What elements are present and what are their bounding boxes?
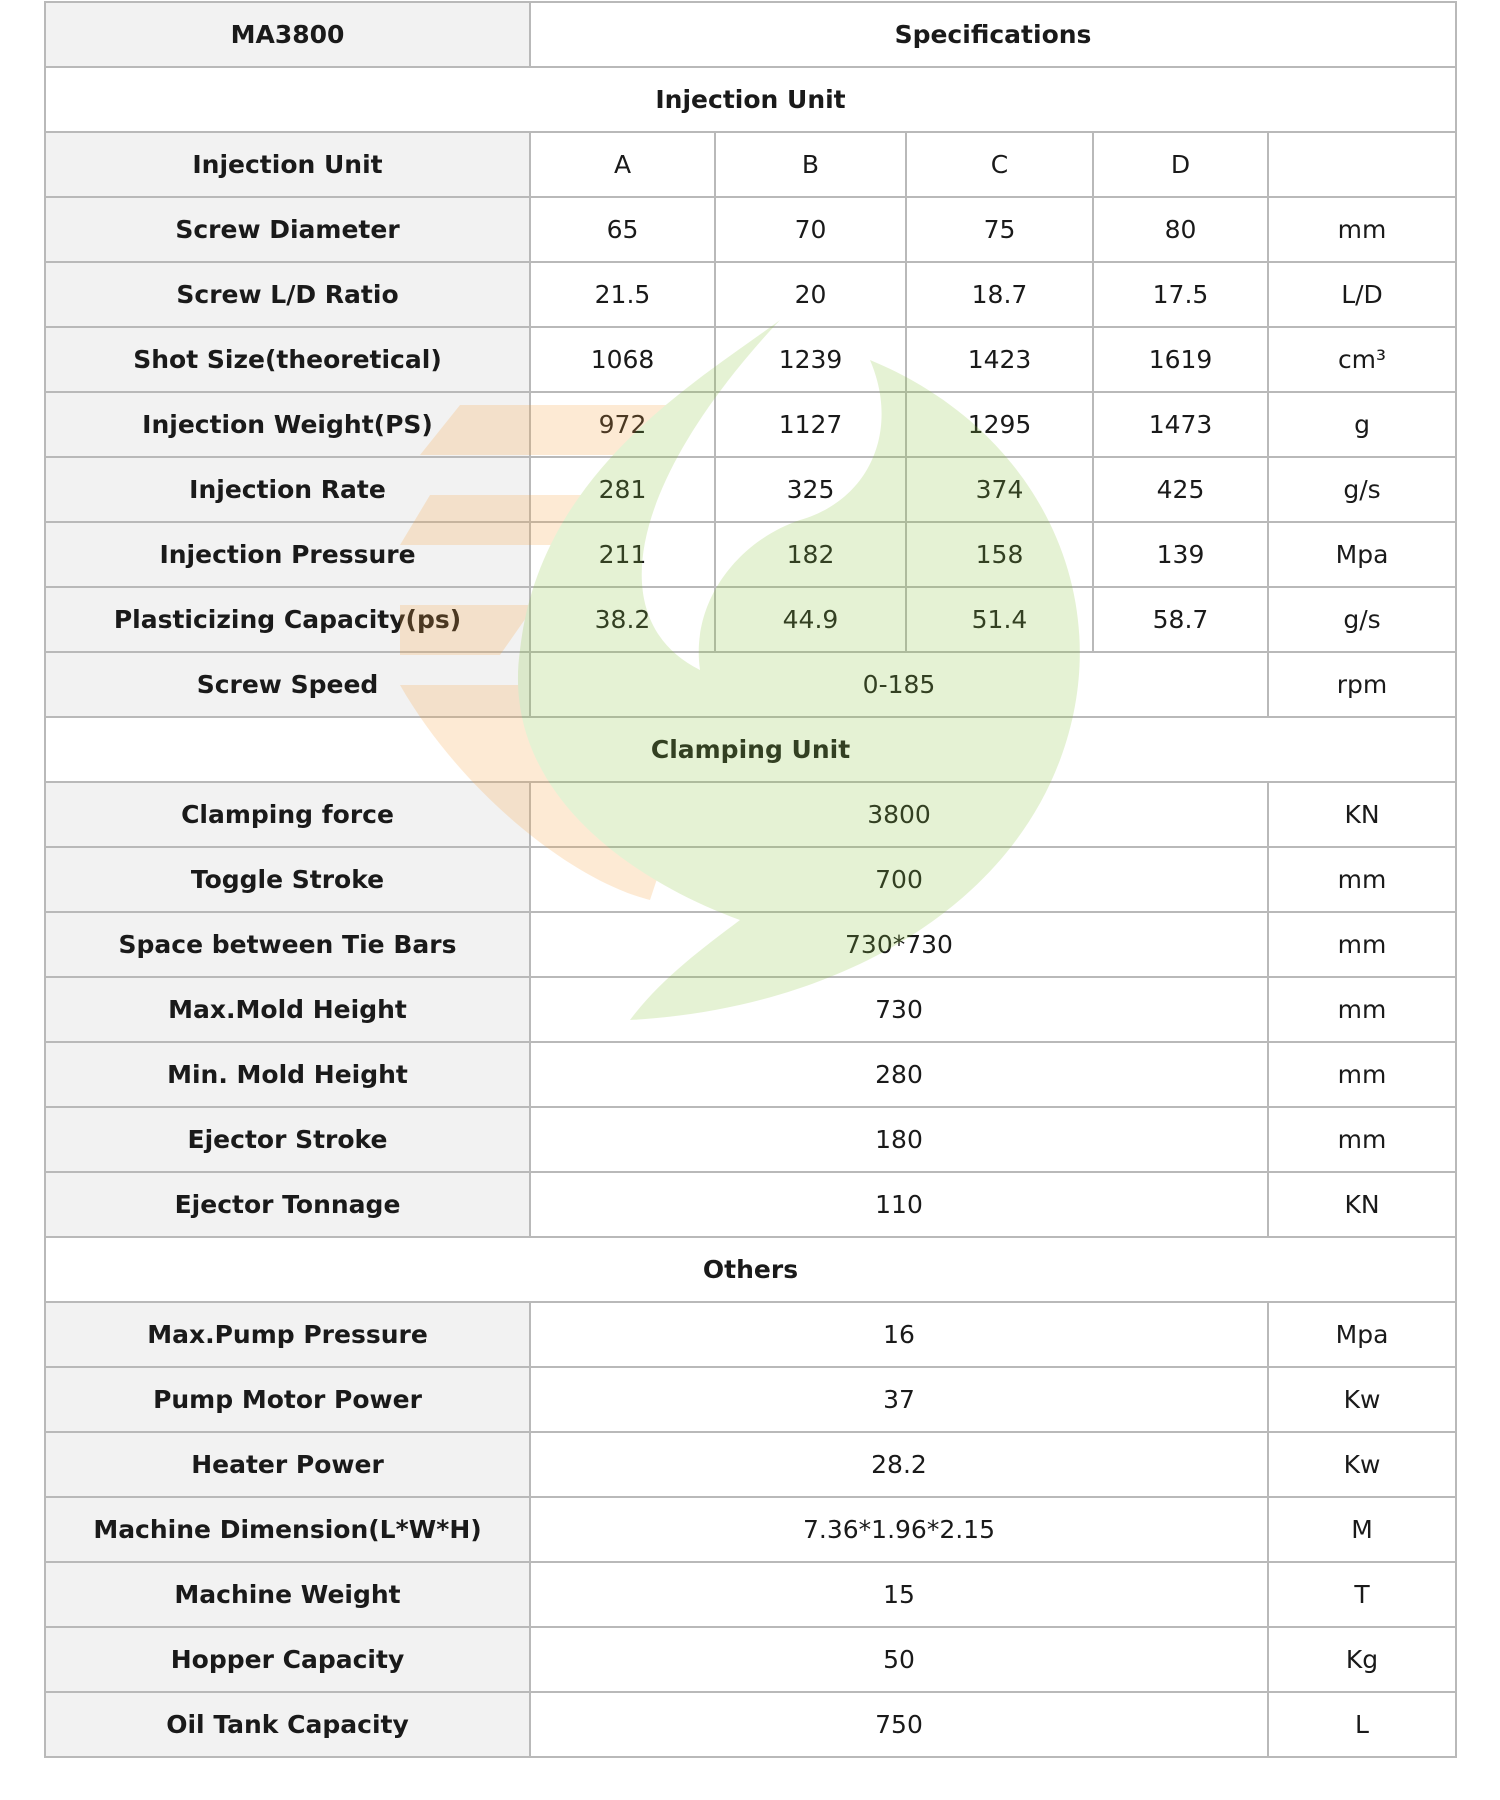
header-row (45, 2, 1456, 67)
unit-cell: Kw (1268, 1367, 1456, 1432)
unit-cell: mm (1268, 1107, 1456, 1172)
table-row (45, 652, 1456, 717)
value-cell: 1295 (906, 392, 1093, 457)
row-label: Space between Tie Bars (45, 912, 530, 977)
value-cell: 65 (530, 197, 715, 262)
row-label: Heater Power (45, 1432, 530, 1497)
row-label: Plasticizing Capacity(ps) (45, 587, 530, 652)
table-row (45, 1367, 1456, 1432)
row-label: Hopper Capacity (45, 1627, 530, 1692)
value-cell: 58.7 (1093, 587, 1268, 652)
value-cell: 972 (530, 392, 715, 457)
unit-cell: rpm (1268, 652, 1456, 717)
unit-cell: mm (1268, 977, 1456, 1042)
value-cell: 17.5 (1093, 262, 1268, 327)
unit-cell: cm³ (1268, 327, 1456, 392)
value-cell: 20 (715, 262, 906, 327)
value-cell: 16 (530, 1302, 1268, 1367)
row-label: Injection Weight(PS) (45, 392, 530, 457)
value-cell: 139 (1093, 522, 1268, 587)
table-row (45, 847, 1456, 912)
unit-cell: T (1268, 1562, 1456, 1627)
value-cell: 37 (530, 1367, 1268, 1432)
value-cell: 110 (530, 1172, 1268, 1237)
unit-cell: Kg (1268, 1627, 1456, 1692)
value-cell: 7.36*1.96*2.15 (530, 1497, 1268, 1562)
table-row (45, 327, 1456, 392)
section-title-clamping: Clamping Unit (45, 717, 1456, 782)
row-label: Injection Unit (45, 132, 530, 197)
value-cell: 15 (530, 1562, 1268, 1627)
value-cell: 1127 (715, 392, 906, 457)
value-cell: 0-185 (530, 652, 1268, 717)
table-row (45, 1497, 1456, 1562)
table-row (45, 912, 1456, 977)
table-row (45, 1562, 1456, 1627)
row-label: Machine Dimension(L*W*H) (45, 1497, 530, 1562)
unit-cell: g/s (1268, 457, 1456, 522)
value-cell: 1619 (1093, 327, 1268, 392)
value-cell: 750 (530, 1692, 1268, 1757)
table-row (45, 522, 1456, 587)
table-row (45, 197, 1456, 262)
row-label: Max.Mold Height (45, 977, 530, 1042)
table-row (45, 1107, 1456, 1172)
value-cell: 325 (715, 457, 906, 522)
specifications-header: Specifications (530, 2, 1456, 67)
row-label: Injection Rate (45, 457, 530, 522)
spec-table (44, 1, 1457, 1758)
row-label: Max.Pump Pressure (45, 1302, 530, 1367)
value-cell: 18.7 (906, 262, 1093, 327)
value-cell: 51.4 (906, 587, 1093, 652)
row-label: Machine Weight (45, 1562, 530, 1627)
value-cell: 3800 (530, 782, 1268, 847)
unit-cell: KN (1268, 1172, 1456, 1237)
table-row (45, 587, 1456, 652)
table-row (45, 1692, 1456, 1757)
unit-cell: Kw (1268, 1432, 1456, 1497)
unit-cell: Mpa (1268, 522, 1456, 587)
value-cell: 700 (530, 847, 1268, 912)
row-label: Screw Speed (45, 652, 530, 717)
row-label: Shot Size(theoretical) (45, 327, 530, 392)
value-cell: 425 (1093, 457, 1268, 522)
section-row (45, 67, 1456, 132)
column-header-c: C (906, 132, 1093, 197)
value-cell: 280 (530, 1042, 1268, 1107)
table-row (45, 262, 1456, 327)
unit-cell: KN (1268, 782, 1456, 847)
unit-cell: g (1268, 392, 1456, 457)
model-header: MA3800 (45, 2, 530, 67)
value-cell: 44.9 (715, 587, 906, 652)
value-cell: 211 (530, 522, 715, 587)
value-cell: 730 (530, 977, 1268, 1042)
table-row (45, 392, 1456, 457)
row-label: Min. Mold Height (45, 1042, 530, 1107)
unit-cell: mm (1268, 1042, 1456, 1107)
table-row (45, 1172, 1456, 1237)
table-row (45, 1432, 1456, 1497)
table-row (45, 132, 1456, 197)
value-cell: 80 (1093, 197, 1268, 262)
row-label: Clamping force (45, 782, 530, 847)
table-row (45, 1302, 1456, 1367)
column-header-a: A (530, 132, 715, 197)
row-label: Oil Tank Capacity (45, 1692, 530, 1757)
unit-cell: mm (1268, 197, 1456, 262)
section-row (45, 1237, 1456, 1302)
value-cell: 158 (906, 522, 1093, 587)
unit-cell (1268, 132, 1456, 197)
value-cell: 50 (530, 1627, 1268, 1692)
column-header-b: B (715, 132, 906, 197)
table-row (45, 1627, 1456, 1692)
row-label: Injection Pressure (45, 522, 530, 587)
value-cell: 21.5 (530, 262, 715, 327)
unit-cell: g/s (1268, 587, 1456, 652)
table-row (45, 457, 1456, 522)
table-row (45, 977, 1456, 1042)
unit-cell: Mpa (1268, 1302, 1456, 1367)
value-cell: 75 (906, 197, 1093, 262)
row-label: Screw Diameter (45, 197, 530, 262)
value-cell: 180 (530, 1107, 1268, 1172)
table-row (45, 1042, 1456, 1107)
column-header-d: D (1093, 132, 1268, 197)
unit-cell: L (1268, 1692, 1456, 1757)
row-label: Screw L/D Ratio (45, 262, 530, 327)
value-cell: 28.2 (530, 1432, 1268, 1497)
spec-table-body (45, 2, 1456, 1757)
value-cell: 281 (530, 457, 715, 522)
section-title-injection: Injection Unit (45, 67, 1456, 132)
value-cell: 1239 (715, 327, 906, 392)
value-cell: 182 (715, 522, 906, 587)
value-cell: 70 (715, 197, 906, 262)
section-title-others: Others (45, 1237, 1456, 1302)
unit-cell: mm (1268, 912, 1456, 977)
value-cell: 1068 (530, 327, 715, 392)
value-cell: 1423 (906, 327, 1093, 392)
value-cell: 1473 (1093, 392, 1268, 457)
row-label: Ejector Stroke (45, 1107, 530, 1172)
unit-cell: L/D (1268, 262, 1456, 327)
value-cell: 38.2 (530, 587, 715, 652)
unit-cell: mm (1268, 847, 1456, 912)
table-row (45, 782, 1456, 847)
section-row (45, 717, 1456, 782)
row-label: Ejector Tonnage (45, 1172, 530, 1237)
unit-cell: M (1268, 1497, 1456, 1562)
row-label: Pump Motor Power (45, 1367, 530, 1432)
value-cell: 374 (906, 457, 1093, 522)
value-cell: 730*730 (530, 912, 1268, 977)
row-label: Toggle Stroke (45, 847, 530, 912)
